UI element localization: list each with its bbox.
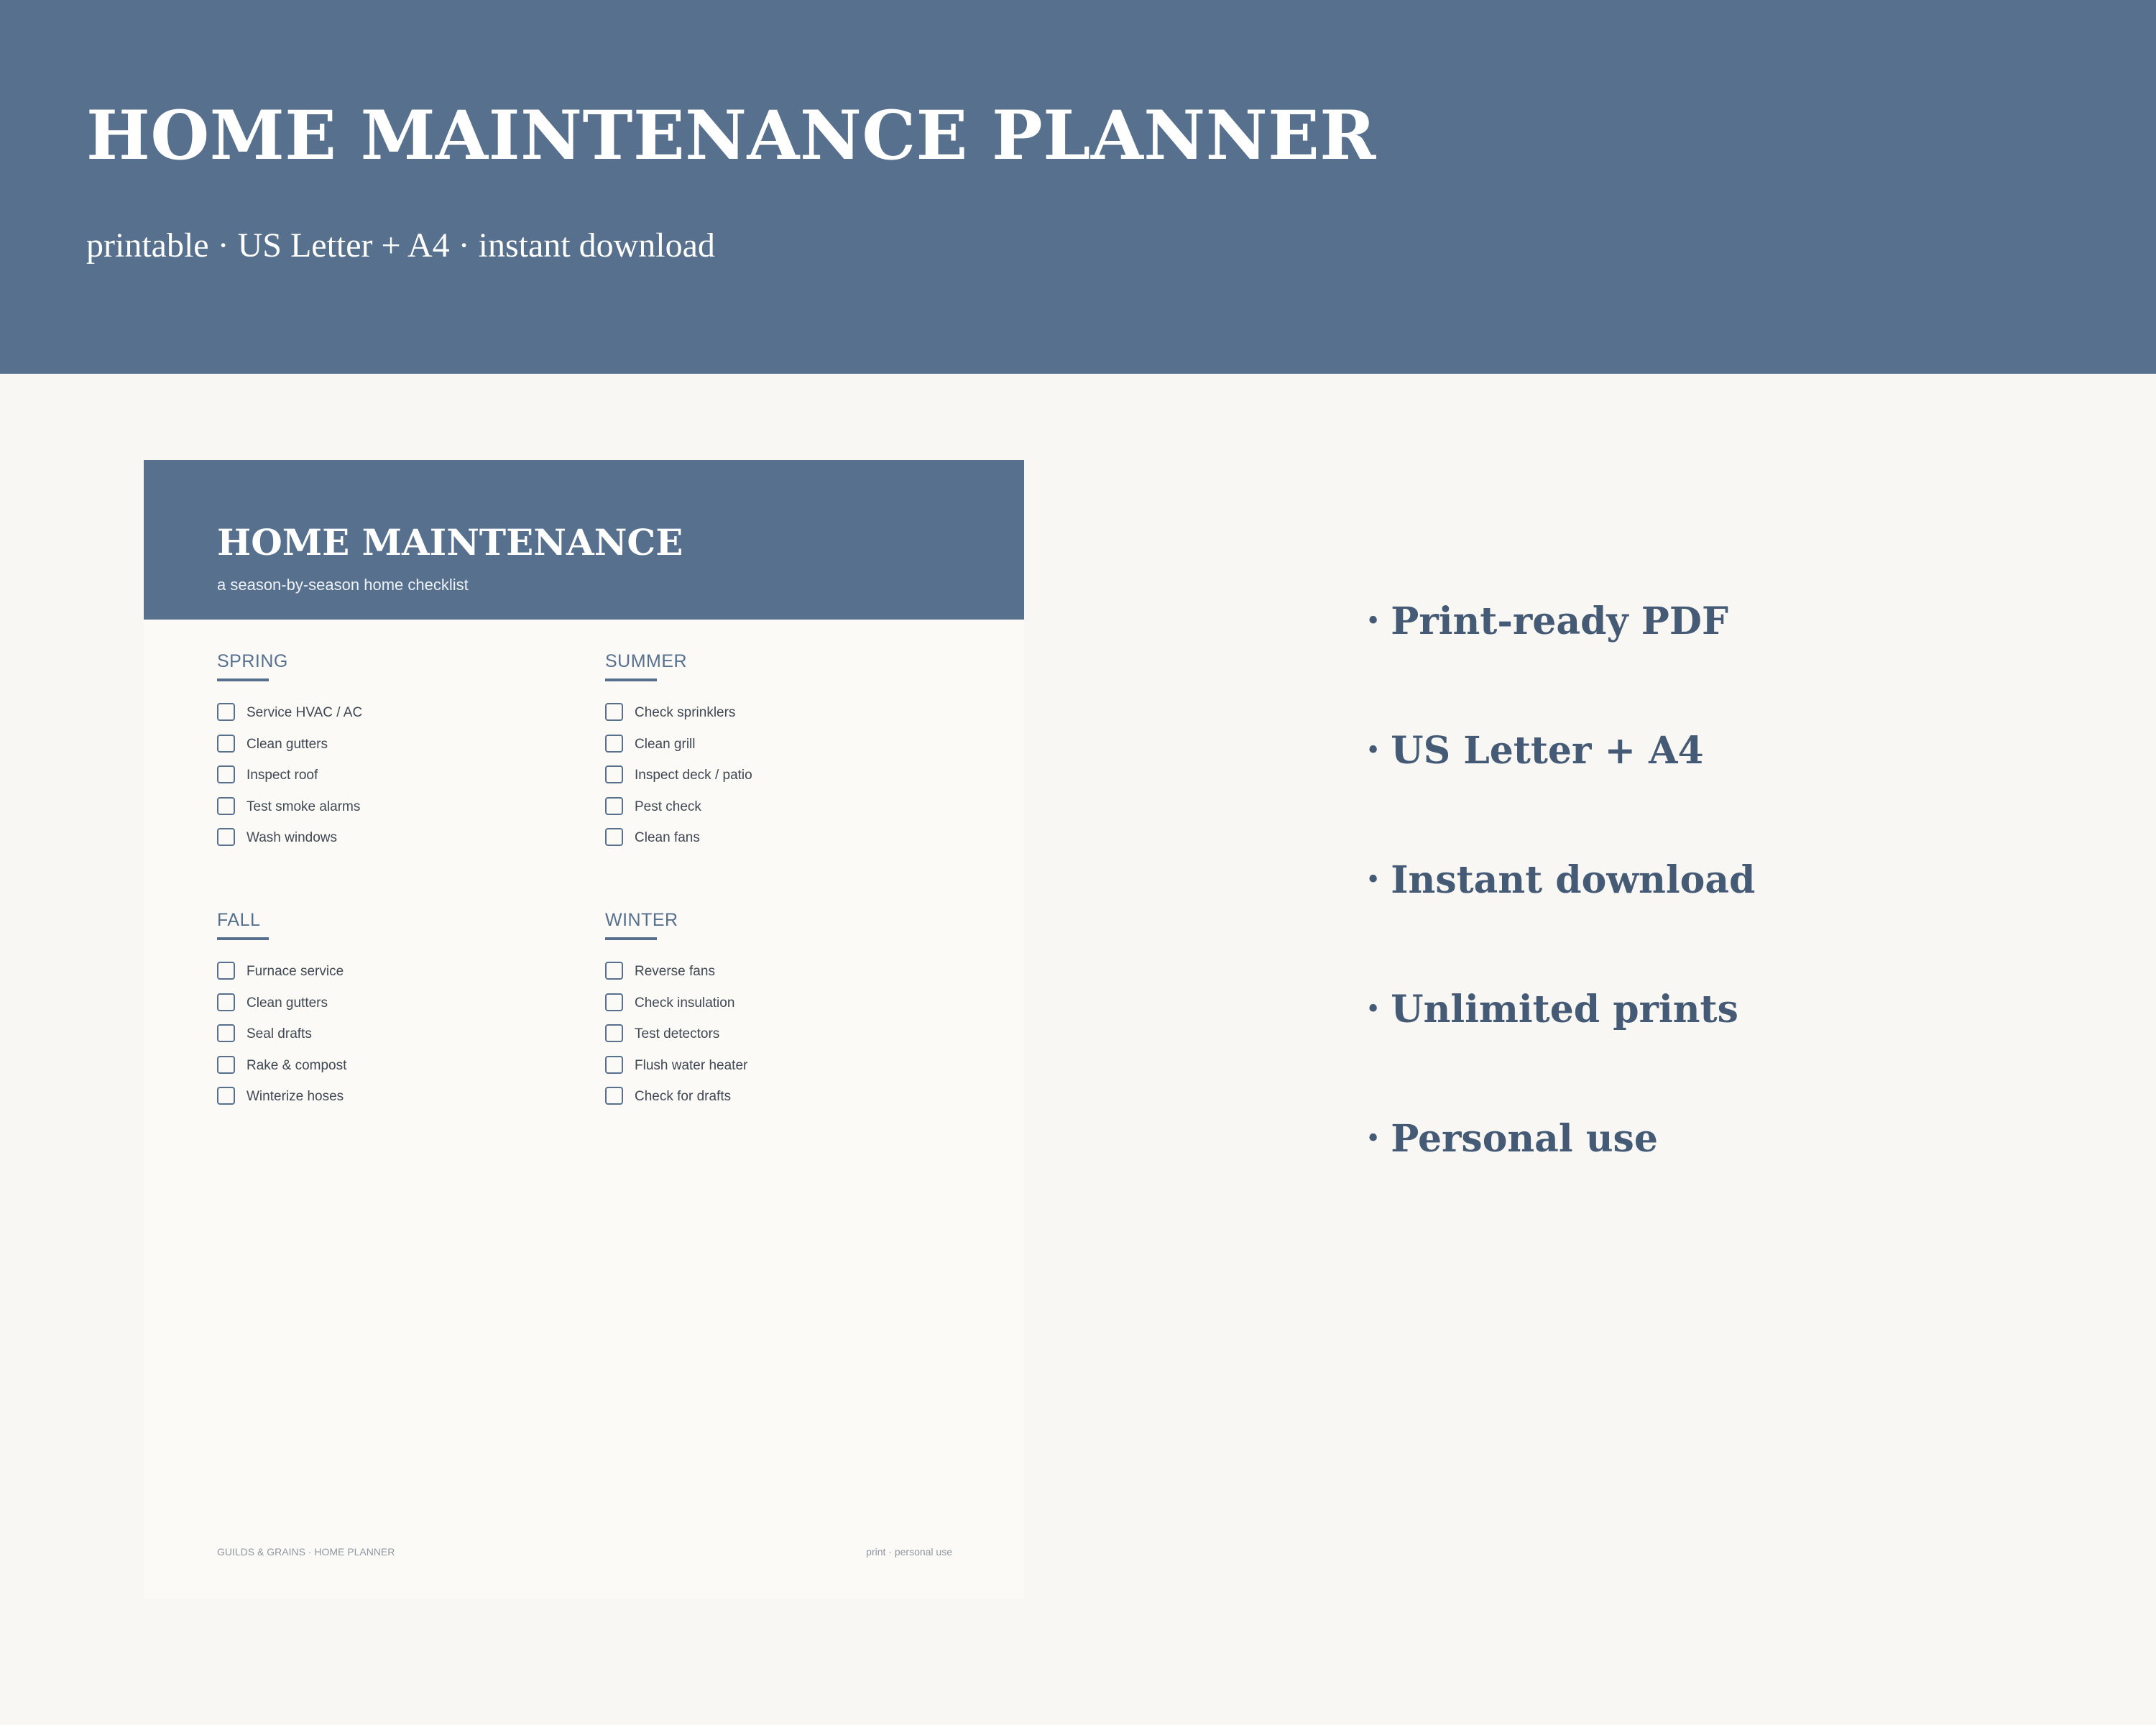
sheet-title: HOME MAINTENANCE [217, 521, 683, 564]
task-label: Pest check [635, 799, 701, 814]
task-item [605, 828, 964, 860]
task-label: Check sprinklers [635, 705, 736, 720]
checkbox[interactable] [605, 765, 623, 783]
checkbox[interactable] [605, 1087, 623, 1105]
task-item [605, 993, 964, 1025]
checkbox[interactable] [605, 1056, 623, 1074]
task-item [217, 828, 576, 860]
task-label: Winterize hoses [247, 1089, 344, 1104]
feature-label: US Letter + A4 [1391, 729, 1704, 773]
sheet-header [144, 460, 1024, 620]
feature-item [1365, 686, 1755, 816]
feature-label: Unlimited prints [1391, 988, 1738, 1031]
feature-label: Personal use [1391, 1117, 1658, 1161]
task-item [605, 735, 964, 766]
task-label: Clean fans [635, 830, 700, 845]
task-label: Seal drafts [247, 1026, 312, 1041]
season-underline [217, 678, 269, 681]
task-label: Service HVAC / AC [247, 705, 363, 720]
season-title: WINTER [605, 910, 678, 930]
checkbox[interactable] [217, 703, 235, 721]
bullet-icon: • [1365, 736, 1381, 765]
planner-sheet-preview [144, 460, 1024, 1598]
task-label: Flush water heater [635, 1057, 748, 1073]
task-label: Clean gutters [247, 995, 328, 1011]
checkbox[interactable] [605, 797, 623, 815]
task-item [217, 797, 576, 829]
task-label: Furnace service [247, 964, 344, 979]
checkbox[interactable] [217, 993, 235, 1011]
checkbox[interactable] [217, 1024, 235, 1042]
season-winter [605, 911, 964, 1118]
season-title: SUMMER [605, 651, 688, 671]
task-item [217, 735, 576, 766]
task-item [605, 962, 964, 993]
checkbox[interactable] [217, 1087, 235, 1105]
feature-item [1365, 1075, 1755, 1204]
task-item [217, 703, 576, 735]
task-item [605, 765, 964, 797]
page-subtitle: printable · US Letter + A4 · instant download [86, 226, 715, 264]
feature-label: Print-ready PDF [1391, 599, 1728, 643]
checkbox[interactable] [605, 962, 623, 980]
checkbox[interactable] [217, 1056, 235, 1074]
bullet-icon: • [1365, 865, 1381, 895]
checkbox[interactable] [217, 962, 235, 980]
page-title: HOME MAINTENANCE PLANNER [86, 96, 1376, 175]
task-item [217, 765, 576, 797]
checkbox[interactable] [605, 703, 623, 721]
task-label: Wash windows [247, 830, 338, 845]
task-label: Reverse fans [635, 964, 715, 979]
task-label: Clean gutters [247, 736, 328, 752]
sheet-footer-license: print · personal use [866, 1546, 952, 1558]
sheet-footer-brand: GUILDS & GRAINS · HOME PLANNER [217, 1546, 395, 1558]
task-list [605, 962, 964, 1118]
feature-item [1365, 945, 1755, 1075]
task-item [605, 703, 964, 735]
checkbox[interactable] [605, 828, 623, 846]
feature-list [1365, 557, 1755, 1204]
hero-banner [0, 0, 2156, 374]
task-list [217, 962, 576, 1118]
season-underline [605, 937, 657, 940]
task-list [217, 703, 576, 860]
feature-label: Instant download [1391, 858, 1756, 902]
task-label: Inspect deck / patio [635, 768, 752, 783]
bullet-icon: • [1365, 995, 1381, 1024]
bullet-icon: • [1365, 607, 1381, 636]
task-item [605, 1056, 964, 1087]
checkbox[interactable] [217, 735, 235, 753]
feature-item [1365, 816, 1755, 945]
feature-item [1365, 557, 1755, 686]
checkbox[interactable] [605, 735, 623, 753]
checkbox[interactable] [217, 797, 235, 815]
checkbox[interactable] [605, 993, 623, 1011]
season-underline [605, 678, 657, 681]
season-fall [217, 911, 576, 1118]
checkbox[interactable] [217, 765, 235, 783]
season-title: SPRING [217, 651, 288, 671]
task-item [605, 1024, 964, 1056]
task-label: Inspect roof [247, 768, 318, 783]
task-label: Check for drafts [635, 1089, 732, 1104]
task-label: Test smoke alarms [247, 799, 361, 814]
task-item [217, 962, 576, 993]
task-item [217, 1024, 576, 1056]
task-item [217, 1087, 576, 1118]
season-spring [217, 653, 576, 860]
checkbox[interactable] [217, 828, 235, 846]
season-summer [605, 653, 964, 860]
season-title: FALL [217, 910, 261, 930]
task-label: Test detectors [635, 1026, 720, 1041]
task-list [605, 703, 964, 860]
bullet-icon: • [1365, 1124, 1381, 1154]
sheet-subtitle: a season-by-season home checklist [217, 576, 469, 594]
task-item [217, 993, 576, 1025]
task-label: Clean grill [635, 736, 696, 752]
season-underline [217, 937, 269, 940]
task-label: Rake & compost [247, 1057, 347, 1073]
task-item [605, 1087, 964, 1118]
task-label: Check insulation [635, 995, 735, 1011]
task-item [217, 1056, 576, 1087]
task-item [605, 797, 964, 829]
checkbox[interactable] [605, 1024, 623, 1042]
